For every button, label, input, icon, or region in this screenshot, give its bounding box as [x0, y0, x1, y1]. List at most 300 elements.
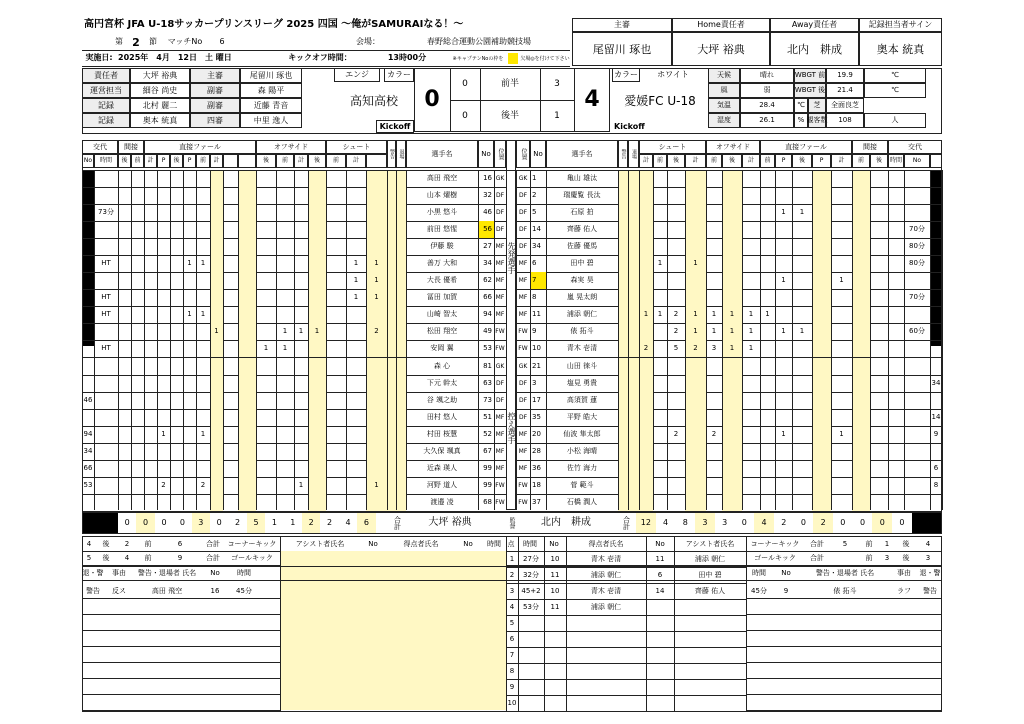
home-team-name: 高知高校	[349, 94, 398, 108]
kickoff-label: キックオフ時間：	[288, 53, 352, 62]
away-no-header: No	[530, 140, 546, 168]
home-sum: 後	[102, 539, 110, 548]
goal-assist: 田中 碧	[698, 570, 722, 579]
home-player-name: 松田 翔空	[426, 327, 458, 335]
away-stat-cell: 1	[839, 430, 844, 438]
home-stat-cell: HT	[101, 293, 111, 301]
home-total-cell: 1	[290, 518, 296, 527]
away-stat-cell: 2	[673, 430, 679, 438]
v-rule	[942, 170, 943, 510]
away-stat-cell: 1	[765, 310, 770, 318]
condition-cell: 晴れ	[740, 68, 794, 83]
home-total-cell: 3	[192, 512, 210, 534]
goal-assist: 浦添 朝仁	[694, 554, 726, 563]
home-sub-header: 時間	[94, 154, 118, 168]
away-scorer-header: 得点者氏名	[588, 539, 624, 548]
away-total-cell: 3	[695, 512, 715, 534]
away-player-pos: DF	[518, 242, 528, 250]
goal-assist: 齊藤 佑人	[694, 586, 726, 595]
home-player-no: 32	[483, 191, 492, 199]
home-player-pos: FW	[495, 327, 505, 335]
round-suffix: 節	[149, 37, 157, 46]
home-player-name: 安岡 翼	[430, 344, 454, 352]
home-total-cell: 0	[216, 518, 222, 527]
condition-cell: WBGT 前	[794, 68, 826, 83]
home-discipline-header: 警告・退場者 氏名	[137, 568, 197, 577]
goal-time: 53分	[523, 602, 539, 611]
home-player-pos: DF	[495, 396, 505, 404]
away-player-pos: GK	[518, 362, 528, 370]
away-sub-header: 計	[685, 154, 706, 168]
venue: 春野総合運動公園補助競技場	[427, 37, 531, 46]
home-kickoff: Kickoff	[376, 120, 414, 133]
away-stat-cell: 1	[748, 344, 754, 352]
home-player-name: 山崎 智太	[426, 310, 458, 318]
away-player-name: 俵 拓斗	[570, 327, 594, 335]
away-player-no: 2	[532, 191, 537, 199]
away-manager: 北内 耕成	[541, 517, 591, 528]
goal-number: 3	[509, 586, 515, 595]
away-stat-cell: 1	[799, 208, 805, 216]
condition-cell: ℃	[794, 98, 808, 113]
away-stat-cell: 5	[673, 344, 679, 352]
away-card-time: 45分	[751, 586, 767, 595]
home-player-no: 62	[483, 276, 492, 284]
home-sub-header: 前	[326, 154, 346, 168]
away-stat-cell: 1	[657, 310, 663, 318]
v-rule	[280, 536, 281, 712]
home-player-pos: DF	[495, 225, 505, 233]
home-discipline-header: 事由	[112, 568, 126, 577]
goal-scorer: 浦添 朝仁	[590, 602, 622, 611]
away-discipline-header: No	[781, 568, 791, 577]
away-stat-cell: 1	[748, 310, 754, 318]
away-sum-label: 合計	[810, 539, 824, 548]
home-stat-cell: 1	[374, 481, 379, 489]
home-player-name: 小黒 悠斗	[426, 208, 458, 216]
home-stat-cell: 1	[353, 293, 359, 301]
home-stat-cell: HT	[101, 344, 111, 352]
away-team-name: 愛媛FC U-18	[624, 94, 696, 108]
goal-scorer: 浦添 朝仁	[590, 570, 622, 579]
away-player-name: 齊藤 佑人	[566, 225, 598, 233]
condition-cell: WBGT 後	[794, 83, 826, 98]
away-player-name: 塩見 勇貴	[566, 379, 598, 387]
home-stat-cell: 2	[161, 481, 166, 489]
away-player-no: 21	[532, 362, 541, 370]
away-player-name: 高須賀 蓮	[566, 396, 598, 404]
home-kick-label: ゴールキック	[231, 553, 273, 562]
home-sum: 4	[86, 539, 92, 548]
official-name: 奥本 統真	[859, 32, 942, 66]
away-player-name: 石原 拍	[570, 208, 594, 216]
home-pos-header: 位置	[494, 140, 506, 168]
home-sum: 5	[86, 553, 92, 562]
official-role-label: Home責任者	[672, 18, 770, 32]
home-player-pos: MF	[495, 242, 505, 250]
home-card-reason: 反ス	[112, 586, 126, 595]
home-player-no: 94	[483, 310, 492, 318]
away-stat-cell: 1	[781, 208, 786, 216]
official-name: 北内 耕成	[770, 32, 859, 66]
away-color: ホワイト	[657, 70, 689, 79]
away-score: 4	[584, 87, 600, 112]
away-player-name: 菅 範斗	[570, 481, 594, 489]
away-stat-cell: 3	[711, 344, 717, 352]
discipline-block	[82, 566, 942, 712]
home-player-no: 81	[483, 362, 492, 370]
away-sub-header: 時間	[888, 154, 904, 168]
away-player-pos: DF	[518, 225, 528, 233]
home-total-cell: 6	[357, 512, 375, 534]
home-sub-header: 前	[196, 154, 210, 168]
captain-note: ※キャプテンNoの枠を	[452, 55, 504, 62]
home-player-name: 田村 悠人	[426, 413, 458, 421]
home-stat-cell: 94	[83, 430, 93, 438]
away-color-label: カラー	[612, 68, 640, 82]
away-discipline-header: 退・警	[919, 568, 941, 577]
away-total-cell: 2	[813, 512, 833, 534]
condition-cell: 気温	[708, 98, 740, 113]
away-stat-cell: 60分	[909, 327, 925, 335]
home-player-pos: MF	[495, 430, 505, 438]
away-stat-cell: 1	[729, 310, 735, 318]
away-stat-cell: 6	[933, 464, 939, 472]
away-player-pos: MF	[518, 447, 528, 455]
home-stat-cell: 1	[200, 310, 206, 318]
home-stat-cell: HT	[101, 310, 111, 318]
away-stat-cell: 1	[693, 259, 698, 267]
home-half1: 0	[462, 78, 468, 89]
home-discipline-header: 退・警	[82, 568, 104, 577]
home-player-no: 52	[483, 430, 492, 438]
away-stat-cell: 2	[643, 344, 649, 352]
away-total-cell: 8	[682, 518, 688, 527]
home-scorer-header: 得点者氏名	[403, 539, 439, 548]
home-scorer-no-header: No	[463, 539, 473, 548]
home-player-no: 49	[483, 327, 492, 335]
home-player-no: 99	[483, 481, 492, 489]
away-player-pos: DF	[518, 191, 528, 199]
home-stat-cell: 1	[353, 259, 359, 267]
home-total-cell: 1	[271, 518, 277, 527]
home-manager: 大坪 裕典	[428, 517, 472, 528]
away-player-no: 28	[532, 447, 541, 455]
home-stat-cell: 1	[374, 259, 379, 267]
home-player-pos: GK	[495, 174, 505, 182]
away-player-pos: DF	[518, 379, 528, 387]
away-sum: 1	[884, 539, 890, 548]
away-pos-header: 位置	[516, 140, 530, 168]
away-player-pos: MF	[518, 310, 528, 318]
home-player-no: 73	[483, 396, 492, 404]
away-sub-header: 計	[831, 154, 852, 168]
home-player-name: 山本 燿樹	[426, 191, 458, 199]
away-player-no: 6	[532, 259, 537, 267]
home-player-name: 谷 颯之助	[426, 396, 458, 404]
away-player-pos: MF	[518, 430, 528, 438]
away-group-header: 間接	[852, 140, 888, 154]
away-total-cell: 12	[636, 512, 656, 534]
away-sum: 前	[865, 539, 873, 548]
goal-time: 27分	[523, 554, 539, 563]
away-player-pos: MF	[518, 276, 528, 284]
away-total-cell: 0	[800, 518, 806, 527]
home-player-no: 27	[483, 242, 492, 250]
point-header: 点	[507, 539, 515, 548]
home-total-cell: 0	[124, 518, 130, 527]
warn-header: 警告	[387, 140, 396, 168]
home-stat-cell: 66	[83, 464, 93, 472]
away-group-header: 直接ファール	[760, 140, 852, 154]
away-assist-header: アシスト者氏名	[685, 539, 735, 548]
away-sub-header: 後	[792, 154, 812, 168]
away-stat-cell: 1	[693, 310, 698, 318]
home-stat-cell: 1	[298, 481, 304, 489]
away-kickoff: Kickoff	[614, 121, 645, 131]
away-stat-cell: 1	[781, 276, 786, 284]
away-sub-header: 前	[852, 154, 870, 168]
condition-cell: ℃	[864, 68, 926, 83]
away-sum: 3	[884, 553, 890, 562]
home-sum: 前	[144, 539, 152, 548]
away-assist-no-header: No	[655, 539, 665, 548]
condition-cell: 21.4	[826, 83, 864, 98]
away-warn-header: 警告	[618, 140, 628, 168]
home-player-name: 村田 桜慧	[426, 430, 458, 438]
home-card-type: 警告	[86, 586, 100, 595]
home-card-name: 高田 飛空	[151, 586, 183, 595]
away-sub-header: 後	[870, 154, 888, 168]
subs-label: 控え選手	[507, 412, 516, 444]
home-stat-cell: 1	[314, 327, 320, 335]
staff-cell: 四審	[190, 113, 240, 128]
away-stat-cell: 1	[781, 327, 786, 335]
home-card-no: 16	[210, 586, 220, 595]
second-half-label: 後半	[500, 110, 519, 121]
away-player-no: 11	[532, 310, 541, 318]
round-number: 2	[132, 35, 140, 49]
away-player-no: 7	[530, 272, 546, 289]
kickoff-time: 13時00分	[387, 53, 427, 62]
away-player-no: 10	[532, 344, 541, 352]
staff-cell: 近藤 青音	[240, 98, 302, 113]
home-player-pos: FW	[495, 498, 505, 506]
home-player-no: 56	[478, 221, 494, 238]
away-player-no: 8	[532, 293, 537, 301]
manager-label: 監督	[508, 517, 515, 529]
goal-assist-no: 14	[655, 586, 665, 595]
away-discipline-header: 警告・退場者 氏名	[815, 568, 875, 577]
home-assist-no-header: No	[368, 539, 378, 548]
home-stat-cell: 1	[353, 276, 359, 284]
away-card-no: 9	[783, 586, 789, 595]
away-player-pos: MF	[518, 293, 528, 301]
goal-scorer-no: 10	[550, 554, 560, 563]
away-player-name: 小松 海晴	[566, 447, 598, 455]
goal-number: 4	[509, 602, 515, 611]
away-player-no: 3	[532, 379, 537, 387]
away-stat-cell: 1	[711, 310, 717, 318]
away-stat-cell: 9	[933, 430, 939, 438]
away-player-pos: FW	[518, 481, 528, 489]
away-sub-header: P	[812, 154, 831, 168]
home-player-pos: MF	[495, 259, 505, 267]
away-stat-cell: 8	[933, 481, 939, 489]
home-player-pos: MF	[495, 464, 505, 472]
home-card-time: 45分	[236, 586, 252, 595]
home-sub-header: 後	[256, 154, 276, 168]
home-stat-cell: 34	[83, 447, 93, 455]
away-half1: 3	[554, 78, 560, 89]
home-stat-cell: 1	[187, 310, 192, 318]
staff-cell: 副審	[190, 98, 240, 113]
condition-cell: ℃	[864, 83, 926, 98]
home-player-no: 66	[483, 293, 492, 301]
home-player-name: 河野 道人	[426, 481, 458, 489]
away-total-cell: 0	[859, 518, 866, 527]
away-total-cell: 4	[754, 512, 774, 534]
home-stat-cell: 1	[187, 259, 192, 267]
away-sub-header: 前	[706, 154, 722, 168]
away-discipline-header: 事由	[897, 568, 911, 577]
home-stat-cell: 1	[200, 259, 206, 267]
away-exit-header: 退場	[628, 140, 639, 168]
condition-cell: 全面良芝	[826, 98, 864, 113]
away-stat-cell: 34	[931, 379, 941, 387]
away-player-name: 田中 碧	[570, 259, 594, 267]
away-sub-header: 後	[722, 154, 742, 168]
match-no-label: マッチNo	[167, 37, 203, 46]
goal-scorer-no: 11	[550, 570, 560, 579]
home-total-cell: 5	[247, 512, 265, 534]
home-stat-cell: 73分	[98, 208, 114, 216]
condition-cell: 芝	[808, 98, 826, 113]
away-total-cell: 0	[840, 518, 846, 527]
official-name: 尾留川 琢也	[572, 32, 672, 66]
staff-cell: 記録	[82, 98, 130, 113]
home-sum: 4	[124, 553, 130, 562]
goal-number: 1	[509, 554, 515, 563]
away-total-cell: 0	[872, 512, 892, 534]
date-label: 実施日:	[85, 53, 113, 62]
away-stat-cell: 1	[693, 327, 698, 335]
away-player-no: 36	[532, 464, 541, 472]
home-total-cell: 0	[161, 518, 167, 527]
home-total-cell: 2	[302, 512, 320, 534]
report-title: 高円宮杯 JFA U-18サッカープリンスリーグ 2025 四国 ～俺がSAMURAIなる！～	[84, 19, 464, 30]
away-player-name: 佐藤 優馬	[566, 242, 598, 250]
away-player-pos: FW	[518, 498, 528, 506]
away-sum: 4	[925, 539, 931, 548]
condition-cell: 人	[864, 113, 926, 128]
home-player-no: 53	[483, 344, 492, 352]
home-assist-header: アシスト者氏名	[295, 539, 345, 548]
away-group-header: 交代	[888, 140, 942, 154]
staff-cell: 森 陽平	[240, 83, 302, 98]
away-total-cell: 4	[662, 518, 669, 527]
away-totals-label: 合計	[622, 516, 631, 530]
home-total-cell: 2	[235, 518, 241, 527]
home-stat-cell: 53	[83, 481, 93, 489]
home-half2: 0	[462, 110, 468, 121]
away-group-header: オフサイド	[706, 140, 760, 154]
h-rule	[82, 50, 570, 51]
home-total-cell: 4	[345, 518, 351, 527]
away-player-name: 石橋 潤人	[566, 498, 598, 506]
player-table	[82, 140, 942, 512]
home-player-name: 下元 幹太	[426, 379, 458, 387]
condition-cell: 108	[826, 113, 864, 128]
condition-cell: 風	[708, 83, 740, 98]
away-player-name: 瑞慶覧 長汰	[563, 191, 601, 199]
away-kick-label: コーナーキック	[750, 539, 800, 548]
staff-cell: 副審	[190, 83, 240, 98]
home-kick-label: コーナーキック	[227, 539, 277, 548]
home-player-name: 森 心	[433, 362, 451, 370]
home-stat-cell: 2	[200, 481, 206, 489]
home-player-name: 善万 大和	[426, 259, 458, 267]
home-discipline-header: No	[210, 568, 220, 577]
away-stat-cell: 2	[711, 430, 717, 438]
home-time-header: 時間	[487, 539, 501, 548]
away-player-pos: FW	[518, 327, 528, 335]
goal-number: 9	[509, 682, 515, 691]
away-stat-cell: 1	[839, 276, 844, 284]
home-sub-header: 計	[294, 154, 308, 168]
home-player-name: 近森 瑛人	[426, 464, 458, 472]
home-no-header: No	[478, 140, 494, 168]
home-player-name: 渡邉 凌	[430, 498, 454, 506]
away-stat-cell: 1	[711, 327, 717, 335]
away-group-header: シュート	[639, 140, 706, 154]
away-stat-cell: 1	[657, 259, 663, 267]
home-group-header: シュート	[326, 140, 387, 154]
condition-cell: 26.1	[740, 113, 794, 128]
home-stat-cell: 1	[263, 344, 269, 352]
staff-cell: 主審	[190, 68, 240, 83]
condition-cell: 天候	[708, 68, 740, 83]
home-sum: 前	[144, 553, 152, 562]
away-sub-header: 後	[667, 154, 685, 168]
goal-scorer-no: 10	[550, 586, 560, 595]
info-block	[82, 68, 942, 134]
away-player-no: 9	[532, 327, 537, 335]
away-time-header: 時間	[523, 539, 537, 548]
away-player-pos: DF	[518, 413, 528, 421]
home-sub-header: P	[183, 154, 196, 168]
away-sum: 前	[865, 553, 873, 562]
home-stat-cell: HT	[101, 259, 111, 267]
away-player-no: 17	[532, 396, 541, 404]
home-player-name: 前田 悠惺	[426, 225, 458, 233]
away-stat-cell: 1	[729, 344, 735, 352]
home-player-pos: GK	[495, 362, 505, 370]
away-player-no: 34	[532, 242, 541, 250]
away-sub-header: 計	[742, 154, 760, 168]
away-player-no: 35	[532, 413, 541, 421]
official-role-label: 主審	[572, 18, 672, 32]
home-player-pos: FW	[495, 344, 505, 352]
away-total-cell: 0	[741, 518, 747, 527]
goal-number: 8	[509, 666, 515, 675]
home-group-header: 直接ファール	[144, 140, 256, 154]
venue-label: 会場：	[356, 37, 380, 46]
home-color: エンジ	[334, 68, 380, 82]
starters-label: 先発選手	[507, 242, 516, 274]
home-player-no: 51	[483, 413, 492, 421]
home-stat-cell: 1	[374, 276, 379, 284]
